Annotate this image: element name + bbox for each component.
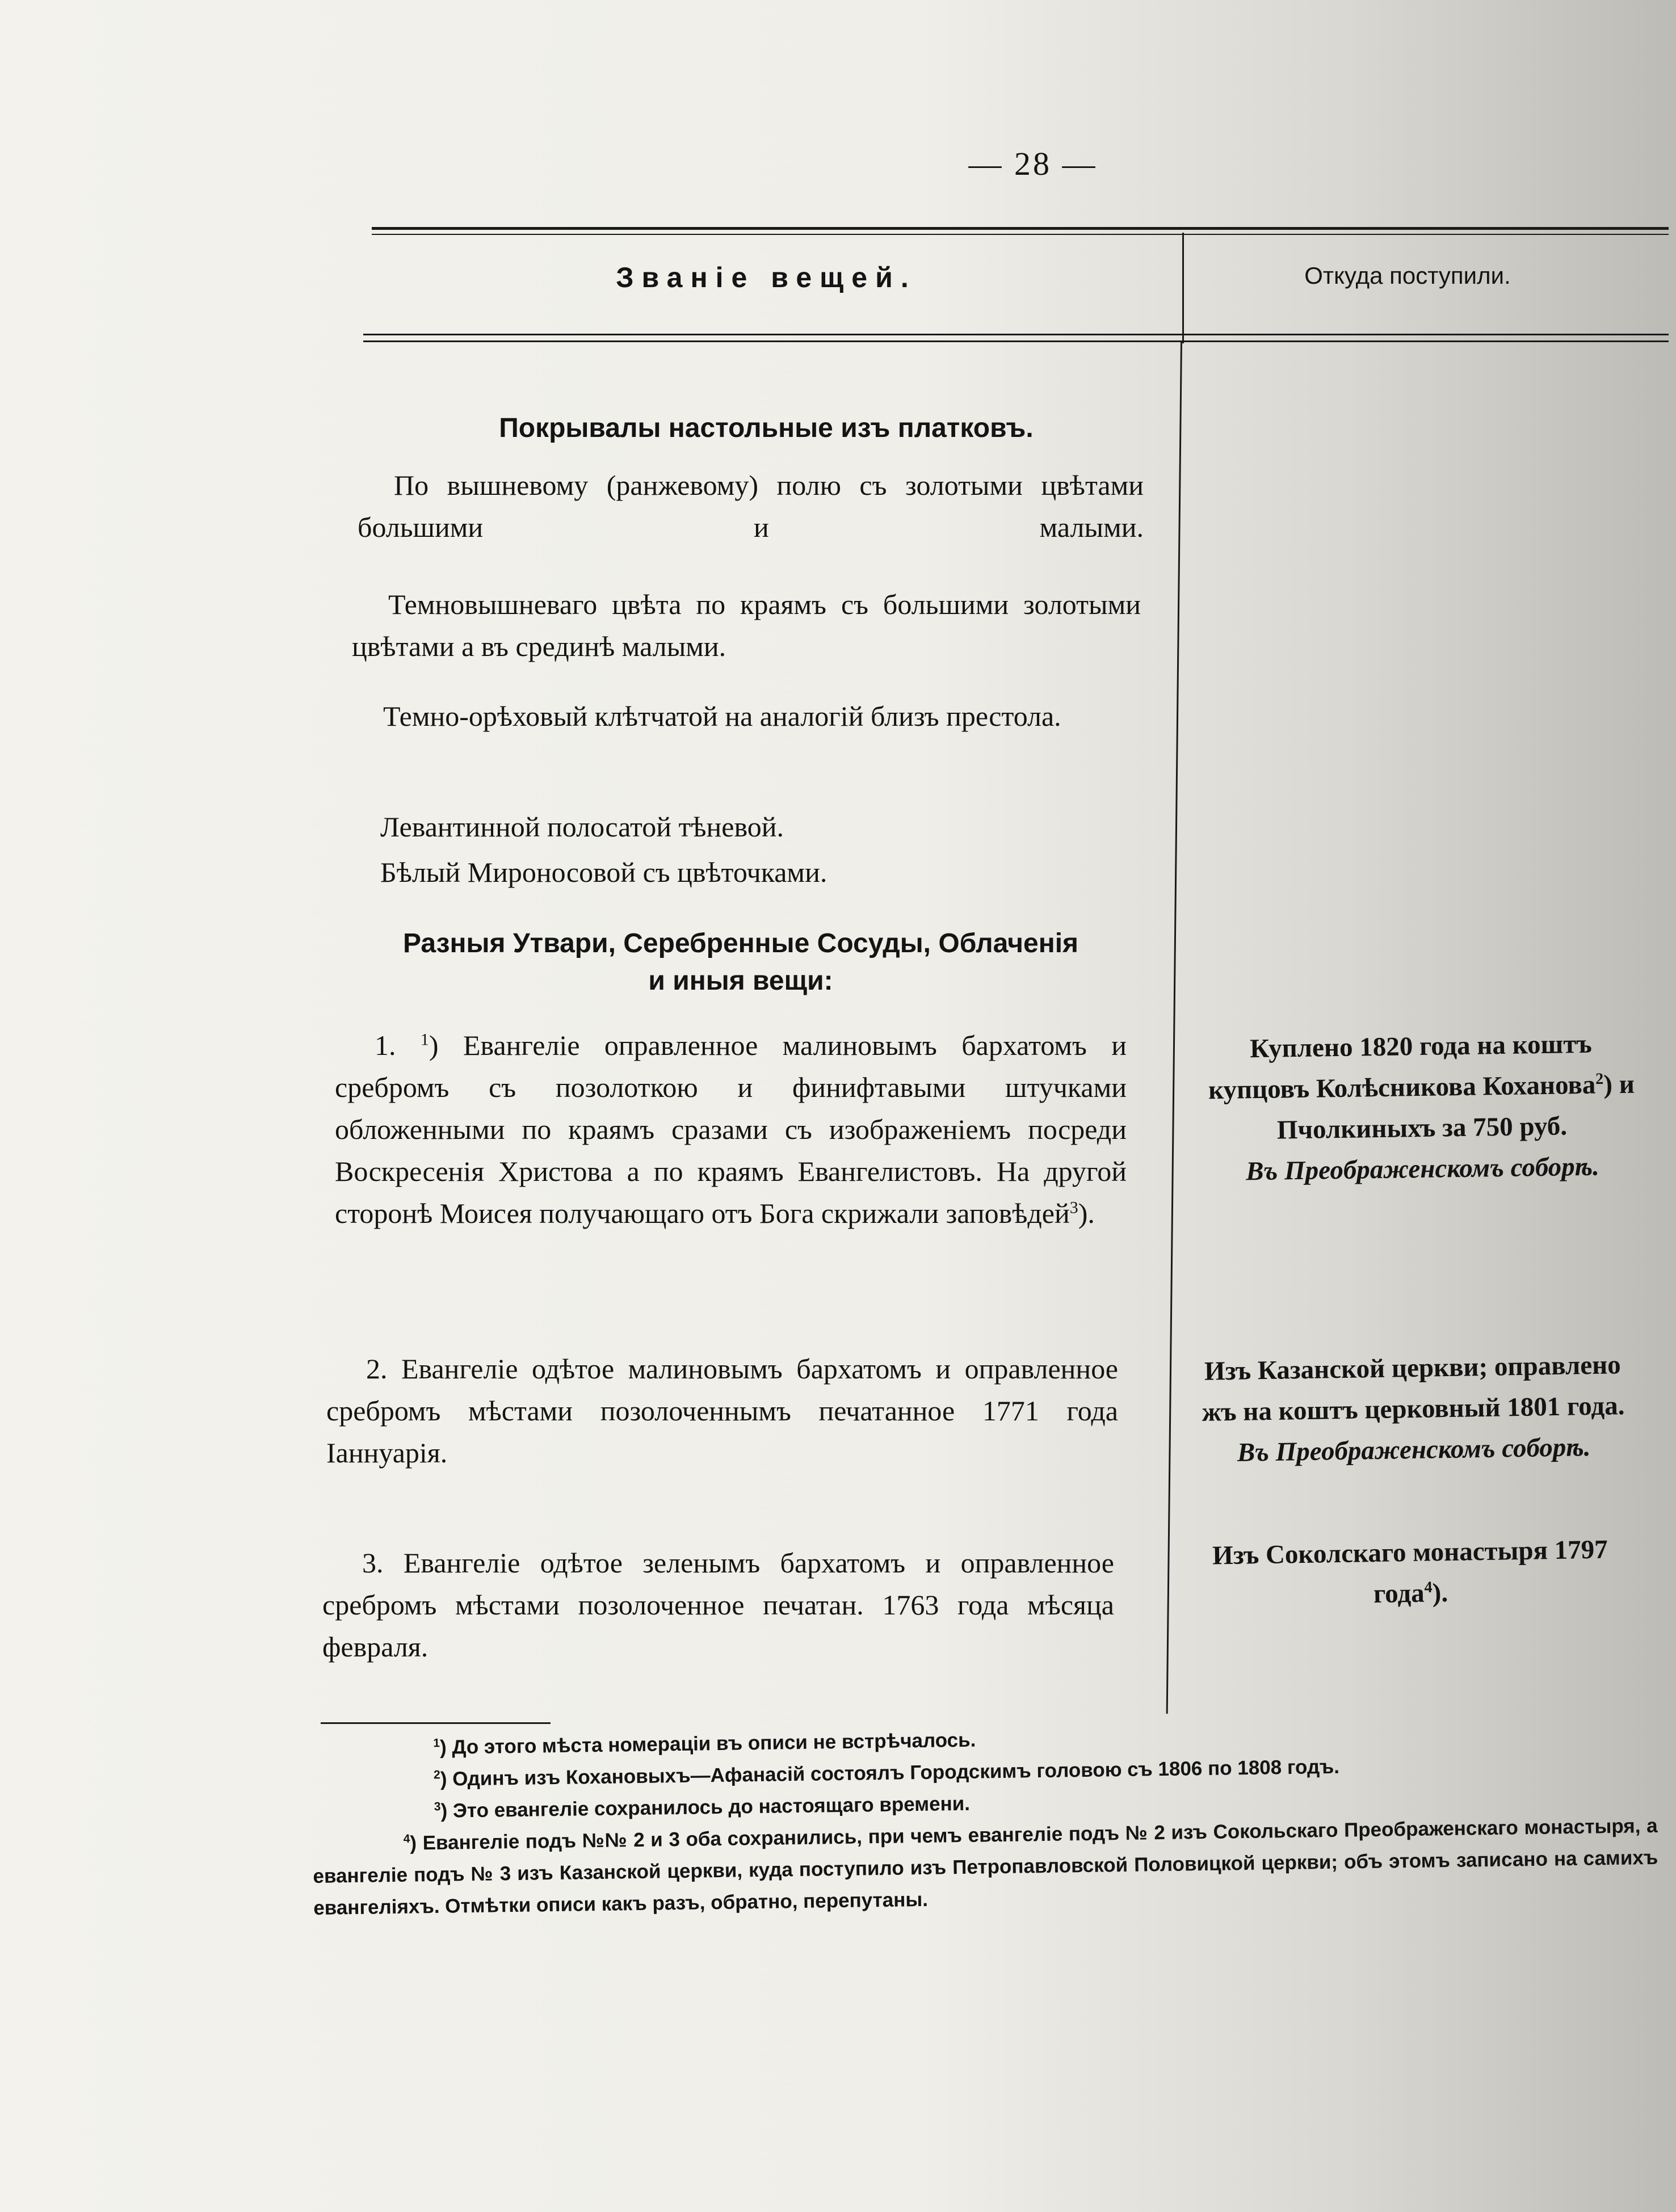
section2-item-1: 1. $^1$) Евангеліе оправленное малиновымъ бархатомъ и сребромъ съ позолоткою и финифтавыми штучками обложенными по краямъ сразами съ изображеніемъ посреди Воскресенія Христова а по краямъ Евангелистовъ. На другой сторонѣ Моисея получающаго отъ Бога скрижали заповѣдей$^3$). (335, 1029, 1127, 1229)
top-rule-thin (372, 234, 1669, 235)
column-divider-body (1166, 340, 1182, 1714)
section1-item-2: Темновышневаго цвѣта по краямъ съ большими золотыми цвѣтами а въ срединѣ малыми. (352, 588, 1141, 662)
section2-title-line1: Разныя Утвари, Серебренные Сосуды, Облаченія (402, 928, 1079, 958)
section1-item-5: Бѣлый Мироносовой съ цвѣточками. (380, 856, 828, 888)
footnote-separator (321, 1722, 551, 1724)
column-header-items: Званіе вещей. (616, 262, 917, 293)
header-rule (363, 334, 1669, 335)
page-number: — 28 — (968, 145, 1098, 182)
source-entry-1: Куплено 1820 года на коштъ купцовъ Колѣсникова Коханова$^2$) и Пчолкиныхъ за 750 руб. Въ Преображенскомъ соборѣ. (1208, 1029, 1635, 1187)
footnote-1: $^1$) До этого мѣста номераціи въ описи не встрѣчалось. (433, 1729, 976, 1759)
section1-item-4: Левантинной полосатой тѣневой. (380, 811, 784, 843)
section2-item-2: 2. Евангеліе одѣтое малиновымъ бархатомъ и оправленное сребромъ мѣстами позолоченнымъ печатанное 1771 года Іаннуарія. (326, 1353, 1118, 1469)
section1-item-1: По вышневому (ранжевому) полю съ золотыми цвѣтами большими и малыми. (358, 469, 1144, 543)
column-header-source: Откуда поступили. (1304, 262, 1511, 289)
footnotes (311, 1715, 1658, 1924)
top-rule (372, 227, 1669, 230)
section1-item-3: Темно-орѣховый клѣтчатой на аналогій близъ престола. (383, 700, 1061, 732)
source-entry-2: Изъ Казанской церкви; оправлено жъ на коштъ церковный 1801 года. Въ Преображенскомъ соборѣ. (1202, 1350, 1625, 1467)
section2-title (335, 925, 1146, 1000)
section1-title: Покрывалы настольные изъ платковъ. (499, 413, 1034, 443)
footnote-4: $^4$) Евангеліе подъ №№ 2 и 3 оба сохранились, при чемъ евангеліе подъ № 2 изъ Сокольскаго Преображенскаго монастыря, а евангеліе подъ № 3 изъ Казанской церкви, куда поступило изъ Петропавловской Половицкой церкви; объ этомъ записано на самихъ евангеліяхъ. Отмѣтки описи какъ разъ, обратно, перепутаны. (313, 1814, 1658, 1919)
section2-title-line2: и иныя вещи: (648, 966, 833, 996)
source-entry-1-place: Въ Преображенскомъ соборѣ. (1245, 1151, 1600, 1187)
column-divider (1182, 233, 1184, 343)
source-entry-3: Изъ Соколскаго монастыря 1797 года$^4$). (1212, 1534, 1608, 1609)
footnote-3: $^3$) Это евангеліе сохранилось до настоящаго времени. (434, 1792, 971, 1822)
footnote-2: $^2$) Одинъ изъ Кохановыхъ—Афанасій состоялъ Городскимъ головою съ 1806 по 1808 годъ. (433, 1755, 1340, 1790)
section2-item-3: 3. Евангеліе одѣтое зеленымъ бархатомъ и оправленное сребромъ мѣстами позолоченное печатан. 1763 года мѣсяца февраля. (322, 1547, 1114, 1663)
source-entry-2-place: Въ Преображенскомъ соборѣ. (1237, 1432, 1591, 1467)
header-rule-thin (363, 340, 1669, 342)
